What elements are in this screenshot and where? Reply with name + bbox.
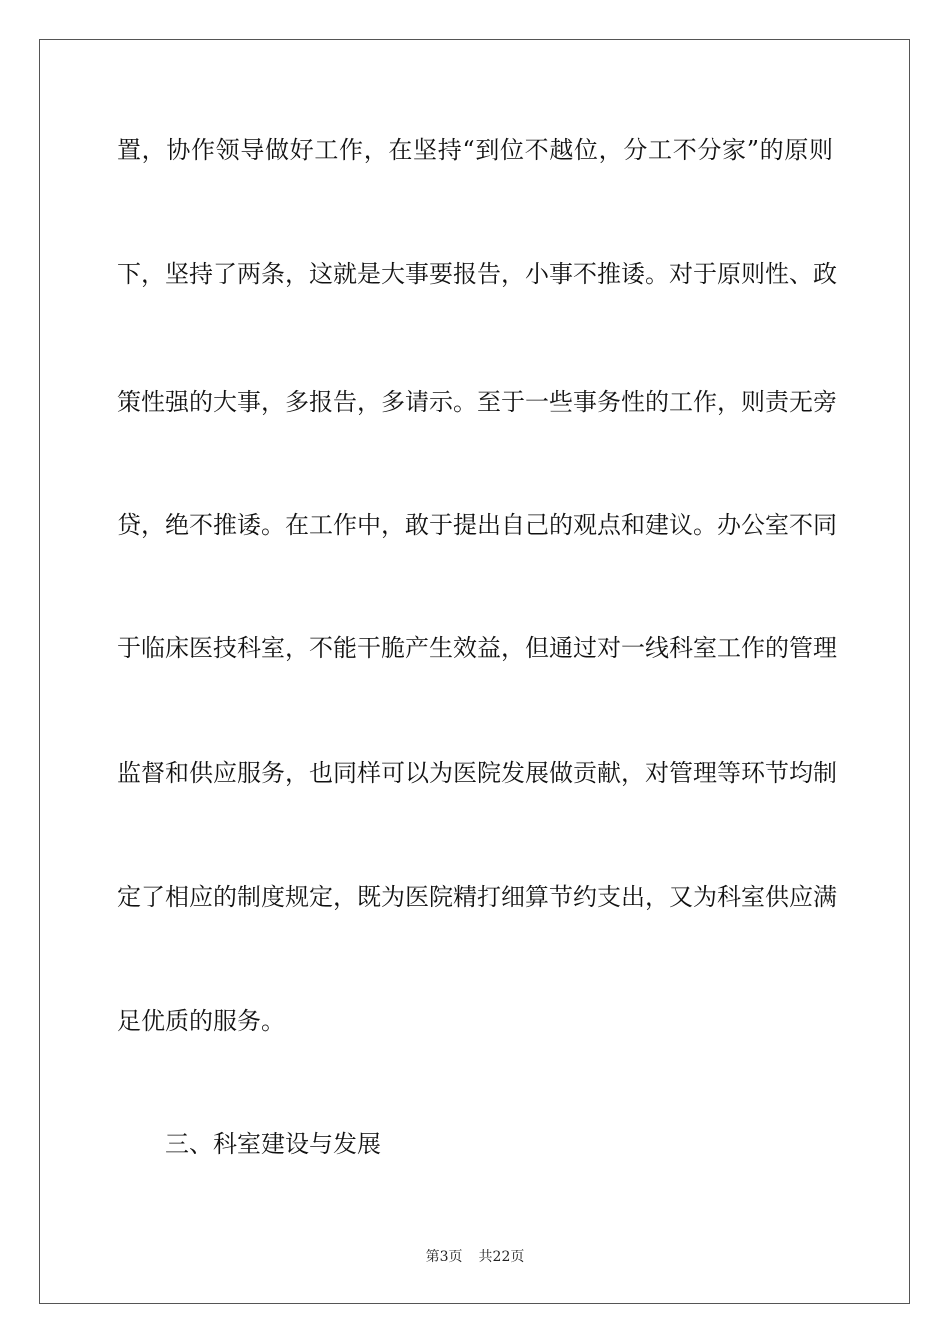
page-total: 共22页 [478,1249,525,1265]
page-border [39,39,910,1304]
paragraph-line-1: 置，协作领导做好工作，在坚持“到位不越位，分工不分家”的原则 [117,136,833,164]
paragraph-line-3: 策性强的大事，多报告，多请示。至于一些事务性的工作，则责无旁 [117,388,837,416]
paragraph-line-4: 贷，绝不推诿。在工作中，敢于提出自己的观点和建议。办公室不同 [117,511,837,539]
paragraph-line-5: 于临床医技科室，不能干脆产生效益，但通过对一线科室工作的管理 [117,634,837,662]
paragraph-line-7: 定了相应的制度规定，既为医院精打细算节约支出，又为科室供应满 [117,883,837,911]
paragraph-line-6: 监督和供应服务，也同样可以为医院发展做贡献，对管理等环节均制 [117,759,837,787]
page-footer [0,1248,950,1266]
section-heading: 三、科室建设与发展 [165,1130,381,1158]
page-number: 第3页 [425,1249,463,1265]
paragraph-line-8: 足优质的服务。 [117,1007,285,1035]
paragraph-line-2: 下，坚持了两条，这就是大事要报告，小事不推诿。对于原则性、政 [117,260,837,288]
